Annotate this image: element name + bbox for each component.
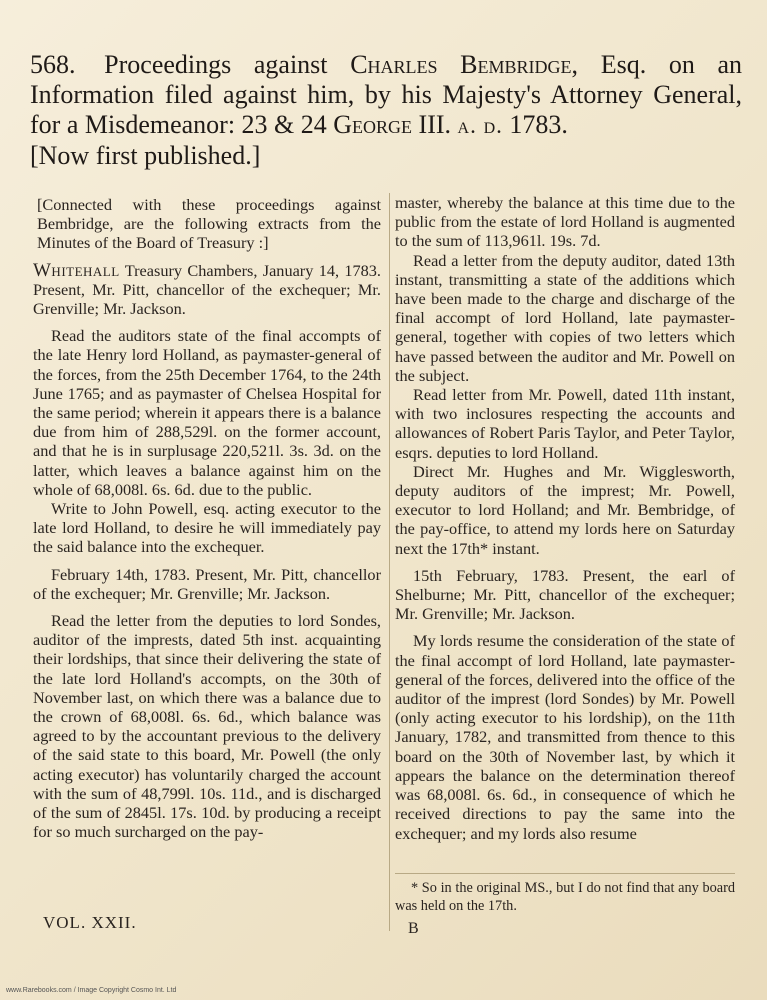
anno-domini: a. d.	[457, 113, 503, 138]
left-column	[33, 195, 381, 842]
paragraph-text: Treasury Chambers, January 14, 1783. Present, Mr. Pitt, chancellor of the exchequer; Mr. Grenville; Mr. Jackson.	[33, 260, 381, 319]
right-column	[395, 193, 735, 843]
column-divider	[389, 193, 390, 931]
first-published-note: [Now first published.]	[30, 141, 261, 170]
defendant-name: Charles Bembridge,	[350, 50, 579, 79]
paragraph: Read the letter from the deputies to lord Sondes, auditor of the imprests, dated 5th inst. acquainting their lordships, that since their delivering the state of the late lord Holland's accompts, on the 30th of November last, on which there was a balance due to the crown of 68,008l. 6s. 6d., which balance was agreed to by the accountant previous to the delivery of the said state to this board, Mr. Powell (the only acting executor) has voluntarily charged the account with the sum of 48,799l. 10s. 11d., and is discharged of the sum of 2845l. 17s. 10d. by producing a receipt for so much surcharged on the pay-	[33, 611, 381, 842]
opening-word: Whitehall	[33, 259, 120, 281]
footnote-divider	[395, 873, 735, 874]
footnote: * So in the original MS., but I do not find that any board was held on the 17th.	[395, 880, 735, 914]
volume-label: VOL. XXII.	[43, 913, 137, 932]
paragraph: My lords resume the consideration of the state of the final accompt of lord Holland, late paymaster-general of the forces, delivered into the office of the auditor of the imprest (lord Sondes) by Mr. Powell (only acting executor to his lordship), on the 11th January, 1782, and transmitted from thence to this board on the 30th of November last, by which it appears the balance on the determination thereof was 68,008l. 6s. 6d., in consequence of which he received directions to pay the same into the exchequer; and my lords also resume	[395, 631, 735, 843]
reign: George III.	[333, 110, 452, 139]
paragraph: Write to John Powell, esq. acting executor to the late lord Holland, to desire he will immediately pay the said balance into the exchequer.	[33, 499, 381, 557]
paragraph: master, whereby the balance at this time due to the public from the estate of lord Holland is augmented to the sum of 113,961l. 19s. 7d.	[395, 193, 735, 251]
page-heading	[30, 50, 742, 171]
intro-note: [Connected with these proceedings against Bembridge, are the following extracts from the Minutes of the Board of Treasury :]	[37, 195, 381, 253]
paragraph: Read letter from Mr. Powell, dated 11th instant, with two inclosures respecting the accounts and allowances of Robert Paris Taylor, and Peter Taylor, esqrs. deputies to lord Holland.	[395, 385, 735, 462]
paragraph: February 14th, 1783. Present, Mr. Pitt, chancellor of the exchequer; Mr. Grenville; Mr. Jackson.	[33, 564, 381, 603]
heading-prefix: Proceedings against	[104, 50, 328, 79]
heading-text: Esq. on an Information filed against him, by his Majesty's Attorney General, for a Misdemeanor: 23 & 24	[30, 50, 743, 139]
heading-year: 1783.	[509, 110, 568, 139]
paragraph: 15th February, 1783. Present, the earl of Shelburne; Mr. Pitt, chancellor of the exchequer; Mr. Grenville; Mr. Jackson.	[395, 565, 735, 624]
copyright-watermark: www.Rarebooks.com / Image Copyright Cosmo Int. Ltd	[6, 987, 177, 994]
paragraph: Read the auditors state of the final accompts of the late Henry lord Holland, as paymaster-general of the forces, from the 25th December 1764, to the 24th June 1765; and as paymaster of Chelsea Hospital for the same period; wherein it appears there is a balance due from him of 288,529l. on the former account, and that he is in surplusage 220,521l. 3s. 3d. on the latter, which leaves a balance against him on the whole of 68,008l. 6s. 6d. due to the public.	[33, 326, 381, 499]
paragraph	[33, 261, 381, 319]
entry-number: 568.	[30, 50, 76, 79]
paragraph: Read a letter from the deputy auditor, dated 13th instant, transmitting a state of the additions which have been made to the charge and discharge of the final accompt of lord Holland, late paymaster-general, together with copies of two letters which have passed between the auditor and Mr. Powell on the subject.	[395, 250, 735, 385]
signature-mark: B	[408, 920, 419, 937]
paragraph: Direct Mr. Hughes and Mr. Wigglesworth, deputy auditors of the imprest; Mr. Powell, executor to lord Holland; and Mr. Bembridge, of the pay-office, to attend my lords here on Saturday next the 17th* instant.	[395, 461, 735, 558]
